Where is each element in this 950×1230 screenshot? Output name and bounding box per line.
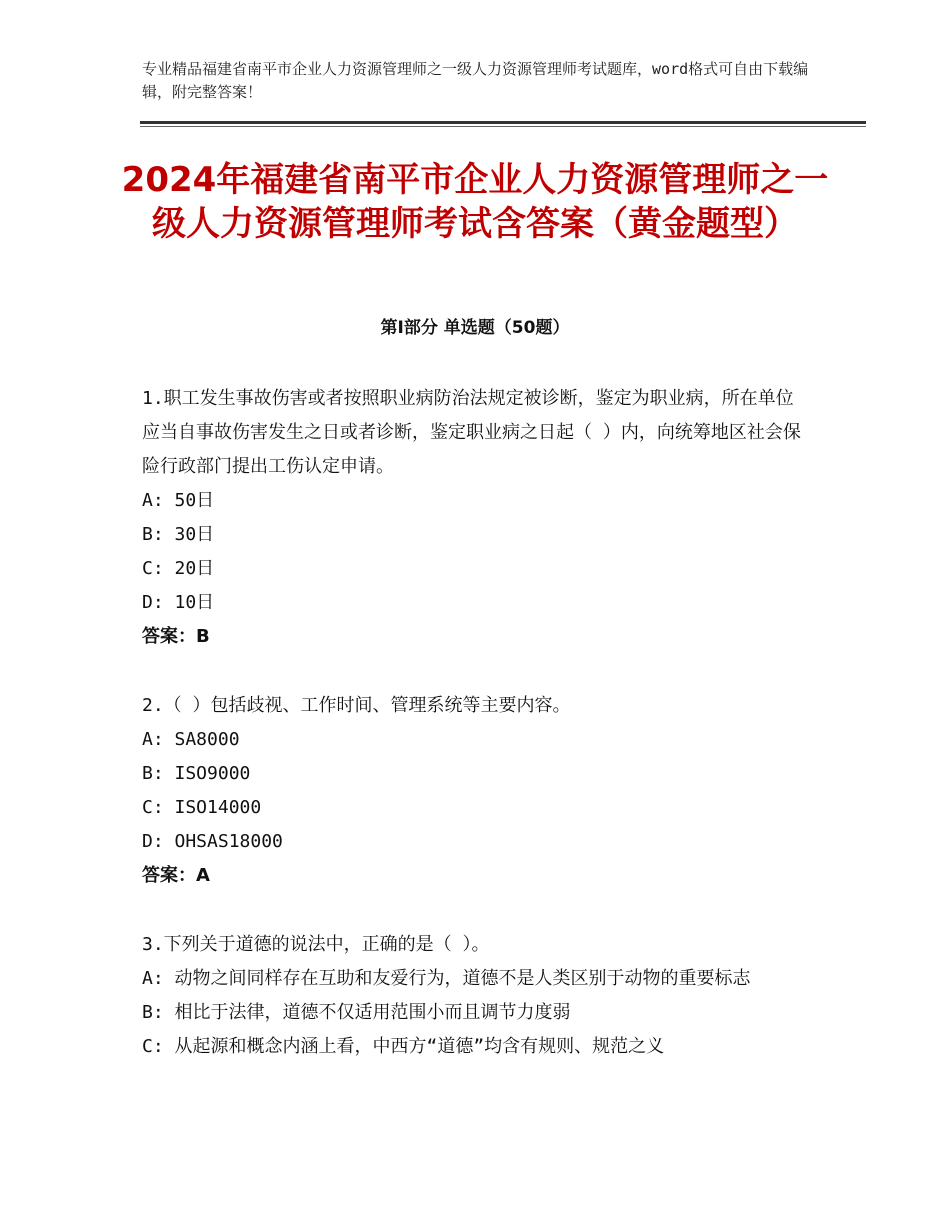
question-stem: 1.职工发生事故伤害或者按照职业病防治法规定被诊断，鉴定为职业病，所在单位应当自事故伤害发生之日或者诊断，鉴定职业病之日起（ ）内，向统筹地区社会保险行政部门提出工伤认定申请。 xyxy=(142,388,801,477)
document-title: 2024年福建省南平市企业人力资源管理师之一级人力资源管理师考试含答案（黄金题型） xyxy=(121,160,829,244)
option-b: B: ISO9000 xyxy=(142,763,251,784)
question-3 xyxy=(142,928,810,1064)
option-c: C: ISO14000 xyxy=(142,797,262,818)
option-a: A: 动物之间同样存在互助和友爱行为，道德不是人类区别于动物的重要标志 xyxy=(142,968,751,989)
question-2 xyxy=(142,689,810,893)
question-stem: 3.下列关于道德的说法中，正确的是（ ）。 xyxy=(142,934,490,955)
option-b: B: 相比于法律，道德不仅适用范围小而且调节力度弱 xyxy=(142,1002,571,1023)
question-list xyxy=(142,382,810,1099)
option-d: D: 10日 xyxy=(142,592,215,613)
option-d: D: OHSAS18000 xyxy=(142,831,283,852)
question-1 xyxy=(142,382,810,654)
document-header-note: 专业精品福建省南平市企业人力资源管理师之一级人力资源管理师考试题库，word格式可自由下载编辑，附完整答案！ xyxy=(142,60,809,101)
option-a: A: 50日 xyxy=(142,490,215,511)
answer-label: 答案：A xyxy=(142,865,210,886)
option-c: C: 20日 xyxy=(142,558,215,579)
section-heading: 第Ⅰ部分 单选题（50题） xyxy=(380,318,570,338)
answer-label: 答案：B xyxy=(142,626,210,647)
option-b: B: 30日 xyxy=(142,524,215,545)
option-a: A: SA8000 xyxy=(142,729,240,750)
header-divider-thick xyxy=(140,121,866,124)
option-c: C: 从起源和概念内涵上看，中西方“道德”均含有规则、规范之义 xyxy=(142,1036,665,1057)
question-stem: 2.（ ）包括歧视、工作时间、管理系统等主要内容。 xyxy=(142,695,571,716)
header-divider-thin xyxy=(140,126,866,127)
